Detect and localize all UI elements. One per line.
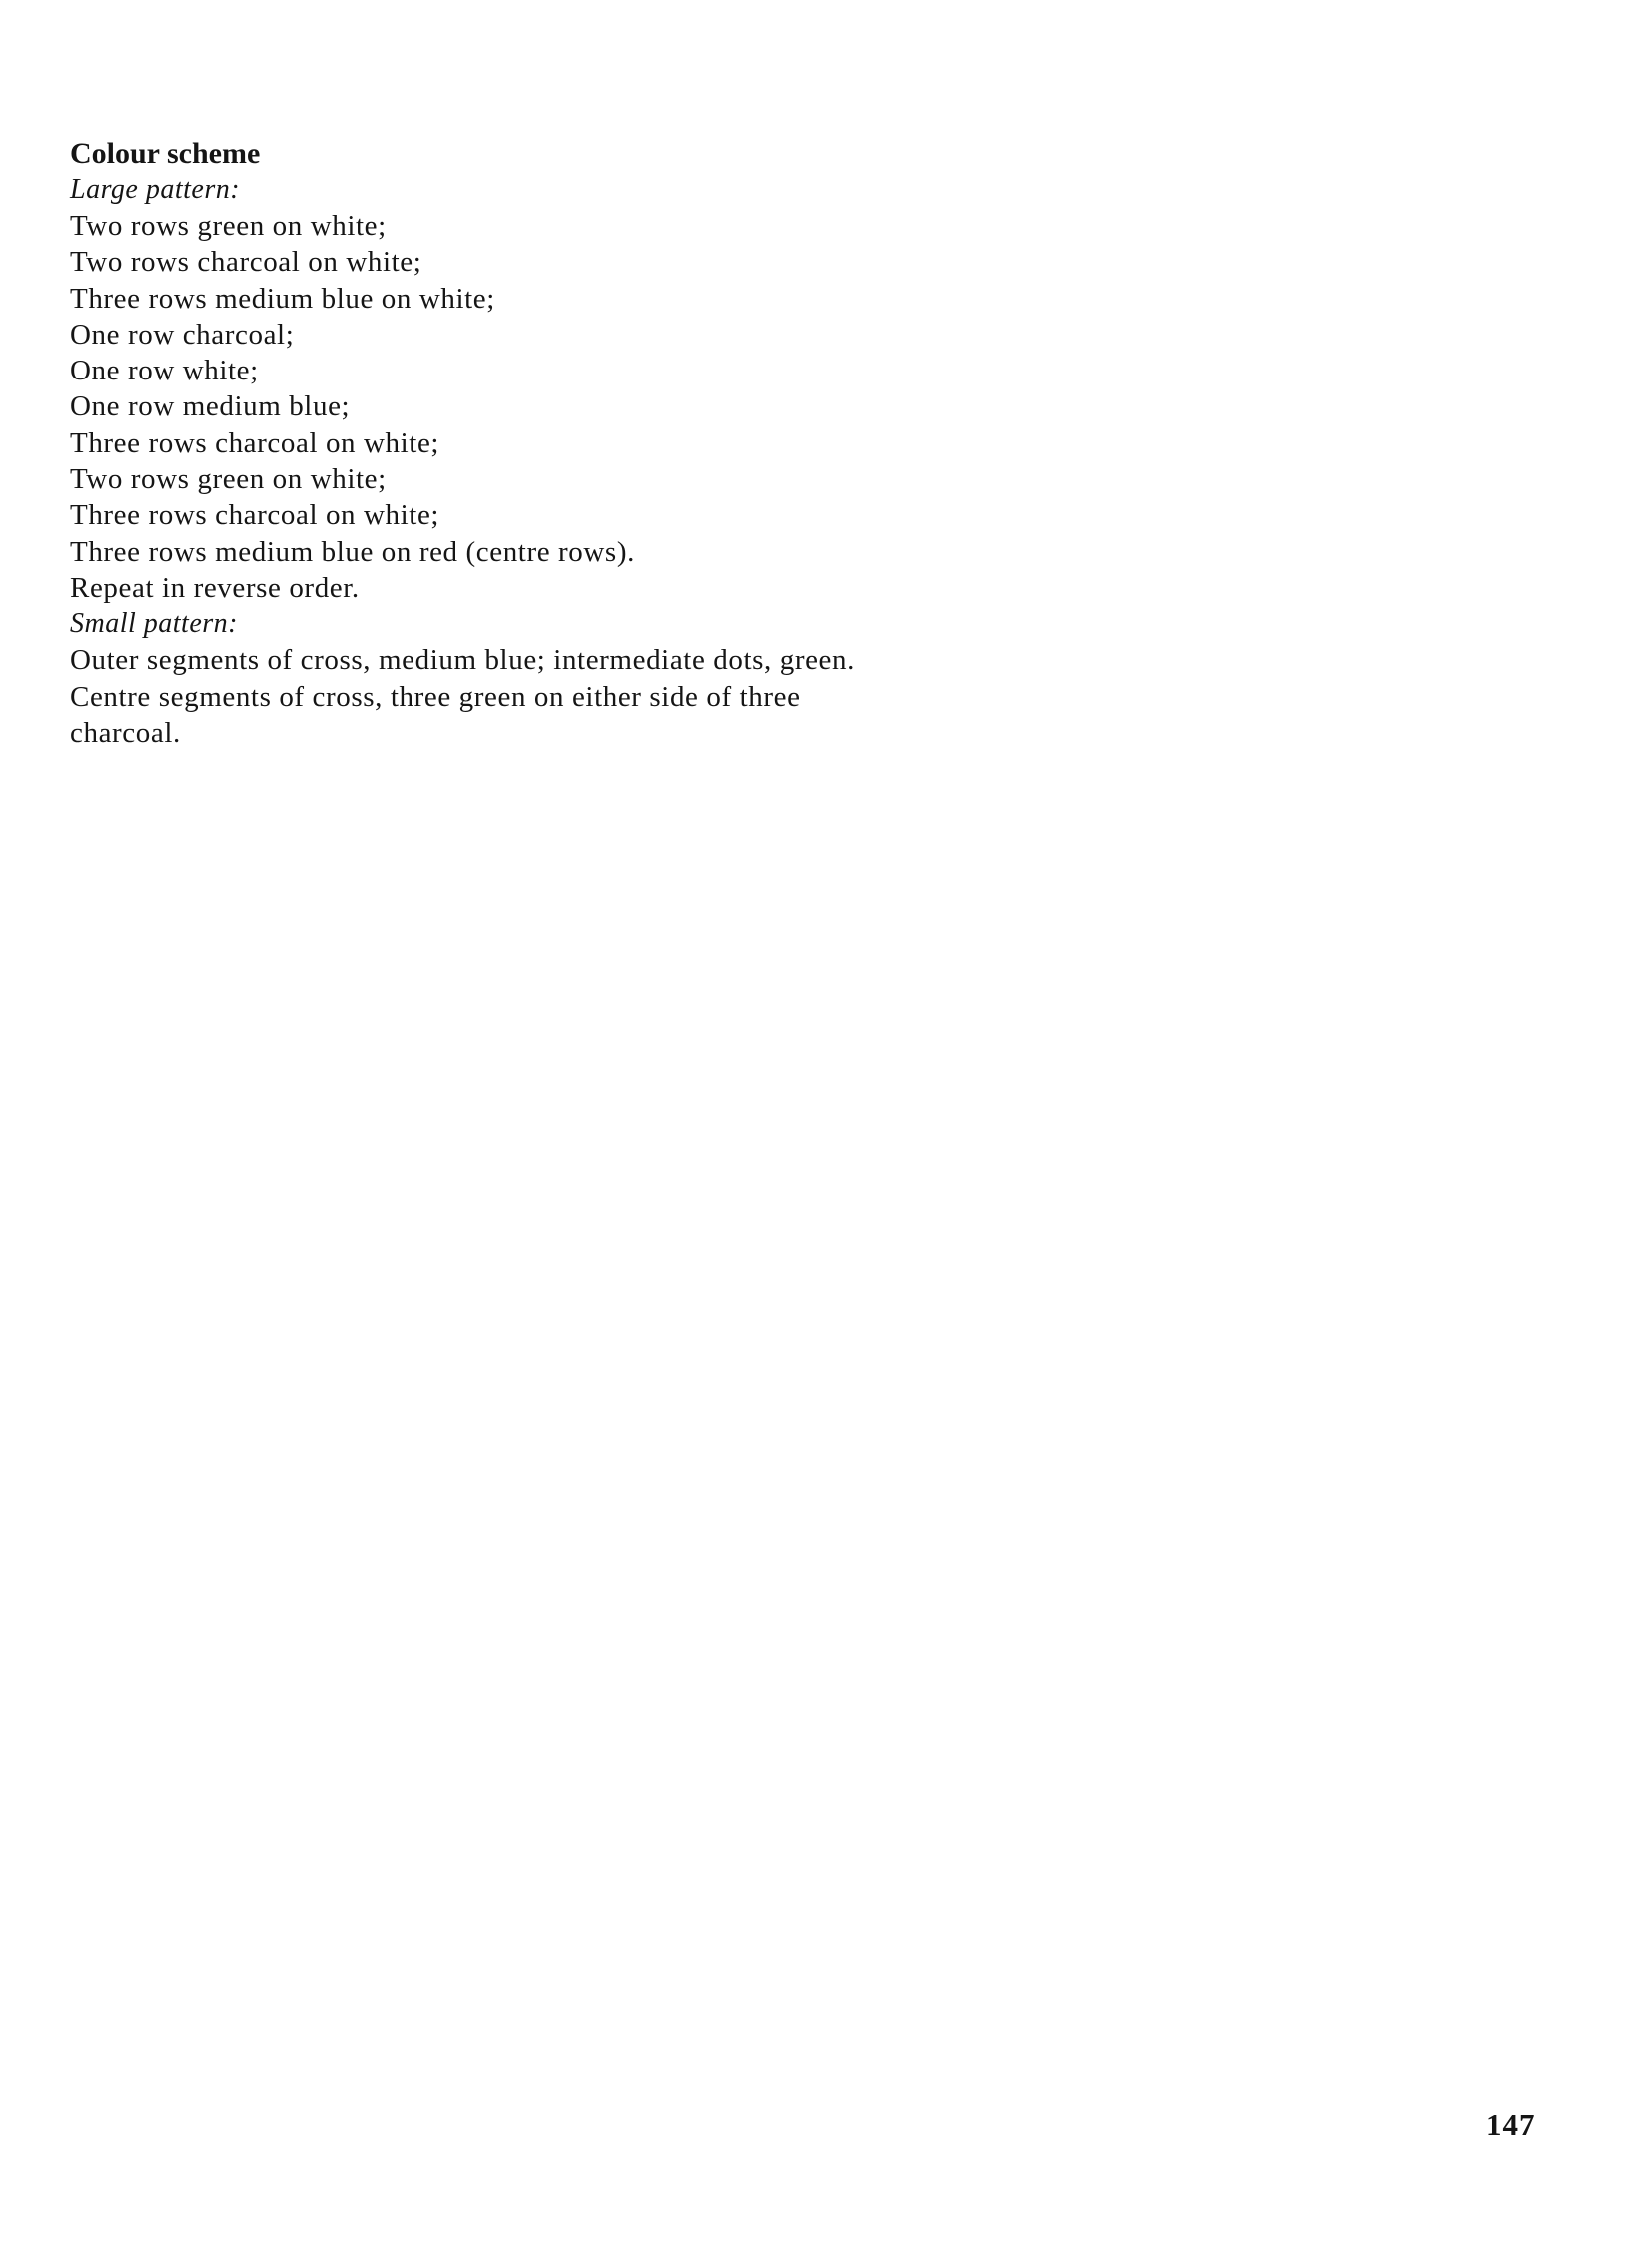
large-pattern-label: Large pattern: — [70, 174, 241, 205]
large-pattern-line: One row charcoal; — [70, 318, 295, 351]
small-pattern-list — [70, 642, 969, 751]
large-pattern-line: Three rows charcoal on white; — [70, 499, 440, 532]
large-pattern-line: Repeat in reverse order. — [70, 571, 360, 604]
large-pattern-line: One row medium blue; — [70, 390, 351, 423]
small-pattern-line: Outer segments of cross, medium blue; intermediate dots, green. — [70, 644, 855, 677]
small-pattern-line: Centre segments of cross, three green on either side of three — [70, 680, 801, 713]
large-pattern-line: Three rows charcoal on white; — [70, 426, 440, 459]
large-pattern-line: Three rows medium blue on white; — [70, 282, 495, 315]
large-pattern-line: Two rows green on white; — [70, 210, 387, 242]
small-pattern-label: Small pattern: — [70, 608, 238, 640]
large-pattern-line: One row white; — [70, 355, 259, 387]
page-number: 147 — [1486, 2107, 1536, 2142]
large-pattern-line: Two rows charcoal on white; — [70, 246, 422, 279]
large-pattern-list — [70, 208, 969, 606]
small-pattern-line: charcoal. — [70, 716, 181, 749]
section-heading: Colour scheme — [70, 137, 261, 170]
large-pattern-line: Two rows green on white; — [70, 463, 387, 496]
large-pattern-line: Three rows medium blue on red (centre rows). — [70, 535, 635, 568]
colour-scheme-section — [70, 136, 969, 751]
